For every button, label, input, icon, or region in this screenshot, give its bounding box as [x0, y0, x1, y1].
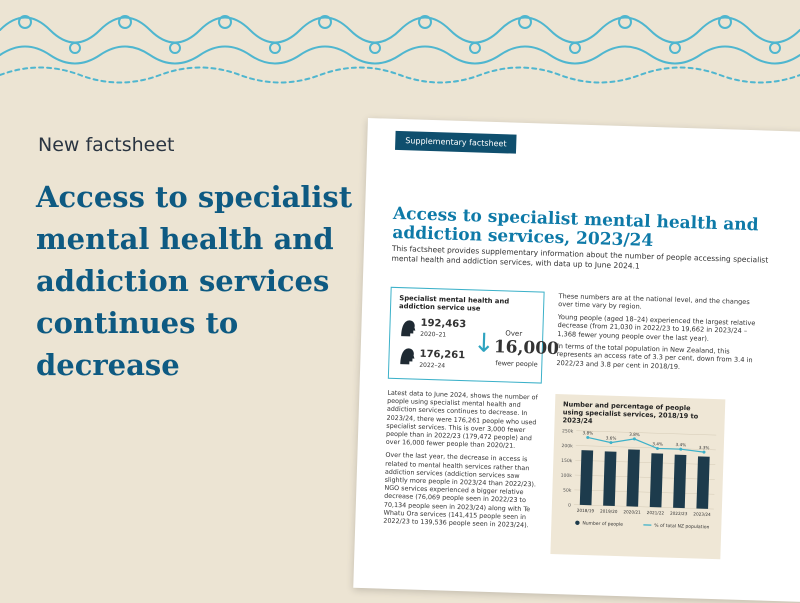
y-tick-label: 0	[568, 502, 571, 508]
bar-line-chart	[551, 422, 725, 547]
percent-label: 3.4%	[675, 442, 686, 447]
over-number: 16,000	[494, 337, 560, 359]
paragraph: These numbers are at the national level, and the changes over time vary by region.	[558, 292, 758, 315]
gridline	[575, 475, 715, 479]
gridline	[574, 490, 714, 494]
stat-year-2020: 2020–21	[420, 331, 446, 339]
percent-label: 3.4%	[652, 441, 663, 446]
stat-value-2022: 176,261	[419, 349, 465, 361]
y-tick-label: 50k	[563, 488, 572, 494]
bar	[603, 451, 616, 506]
percent-label: 3.6%	[606, 435, 617, 440]
person-head-icon	[398, 318, 417, 339]
sheet-tag: Supplementary factsheet	[395, 131, 517, 154]
gridline	[574, 505, 714, 509]
chart-title: Number and percentage of people using specialist services, 2018/19 to 2023/24	[562, 400, 713, 429]
bar	[696, 456, 709, 509]
legend-label: Number of people	[582, 520, 623, 527]
y-tick-label: 250k	[562, 428, 574, 434]
paragraph: Latest data to June 2024, shows the number of people using specialist mental health and addiction services continues to decrease. In 2023/24, there were 176,261 people who used specialist services. This is over 3,000 fewer people than in 2022/23 (179,472 people) and over 16,000 fewer people than 2020/21.	[386, 389, 546, 451]
service-use-statbox	[388, 287, 545, 384]
percent-point	[586, 436, 589, 439]
percent-label: 3.8%	[582, 430, 593, 435]
percent-point	[679, 448, 682, 451]
sheet-title: Access to specialist mental health and addiction services, 2023/24	[392, 205, 793, 256]
gridline	[575, 460, 715, 464]
left-column-text	[383, 389, 545, 535]
bar	[673, 455, 686, 508]
percent-label: 3.8%	[629, 432, 640, 437]
bar	[580, 450, 593, 505]
kicker-label: New factsheet	[38, 134, 174, 156]
percent-point	[609, 441, 612, 444]
gridline	[576, 445, 716, 449]
x-tick-label: 2021/22	[647, 510, 665, 516]
fewer-people-caption: fewer people	[495, 359, 538, 368]
x-tick-label: 2020/21	[623, 509, 641, 515]
factsheet-preview	[353, 118, 800, 603]
y-tick-label: 150k	[561, 458, 573, 464]
paragraph: Over the last year, the decrease in access is related to mental health services rather than addiction services (addiction services saw slightly more people in 2023/24 than 2022/23). NGO services experienced a bigger relative decrease (76,069 people seen in 2022/23 to 70,134 people seen in 2023/24) along with Te Whatu Ora services (141,415 people seen in 2022/23 to 139,536 people seen in 2023/24).	[383, 451, 543, 530]
stat-value-2020: 192,463	[420, 318, 466, 330]
paragraph: Young people (aged 18–24) experienced the largest relative decrease (from 21,030 in 2022/23 to 19,662 in 2023/24 – 1,368 fewer young people over the last year).	[557, 313, 758, 344]
legend-label: % of total NZ population	[654, 523, 709, 531]
paragraph: In terms of the total population in New Zealand, this represents an access rate of 3.3 per cent, down from 3.4 in 2022/23 and 3.8 per cent in 2018/19.	[556, 342, 757, 373]
over-label: Over	[505, 329, 522, 338]
y-tick-label: 100k	[561, 473, 573, 479]
gridline	[576, 431, 716, 435]
right-column-text	[556, 292, 758, 377]
stat-year-2022: 2022–24	[419, 362, 445, 370]
x-tick-label: 2019/20	[600, 508, 618, 514]
person-head-icon	[397, 346, 416, 367]
down-arrow-icon: ↓	[473, 330, 496, 357]
percent-label: 3.3%	[699, 445, 710, 450]
bar	[626, 449, 639, 506]
x-tick-label: 2022/23	[670, 511, 688, 517]
chart-panel	[550, 394, 725, 559]
x-tick-label: 2018/19	[577, 508, 595, 514]
legend-swatch-bars	[575, 521, 580, 526]
x-tick-label: 2023/24	[693, 511, 711, 517]
sheet-intro: This factsheet provides supplementary information about the number of people accessing specialist mental health and addiction services, with data up to June 2024.1	[391, 244, 791, 277]
bar	[650, 453, 663, 507]
headline: Access to specialist mental health and addiction services continues to decrease	[36, 176, 366, 386]
statbox-title: Specialist mental health and addiction service use	[399, 294, 539, 314]
koru-wave-pattern	[0, 0, 800, 95]
percent-point	[702, 451, 705, 454]
y-tick-label: 200k	[561, 443, 573, 449]
